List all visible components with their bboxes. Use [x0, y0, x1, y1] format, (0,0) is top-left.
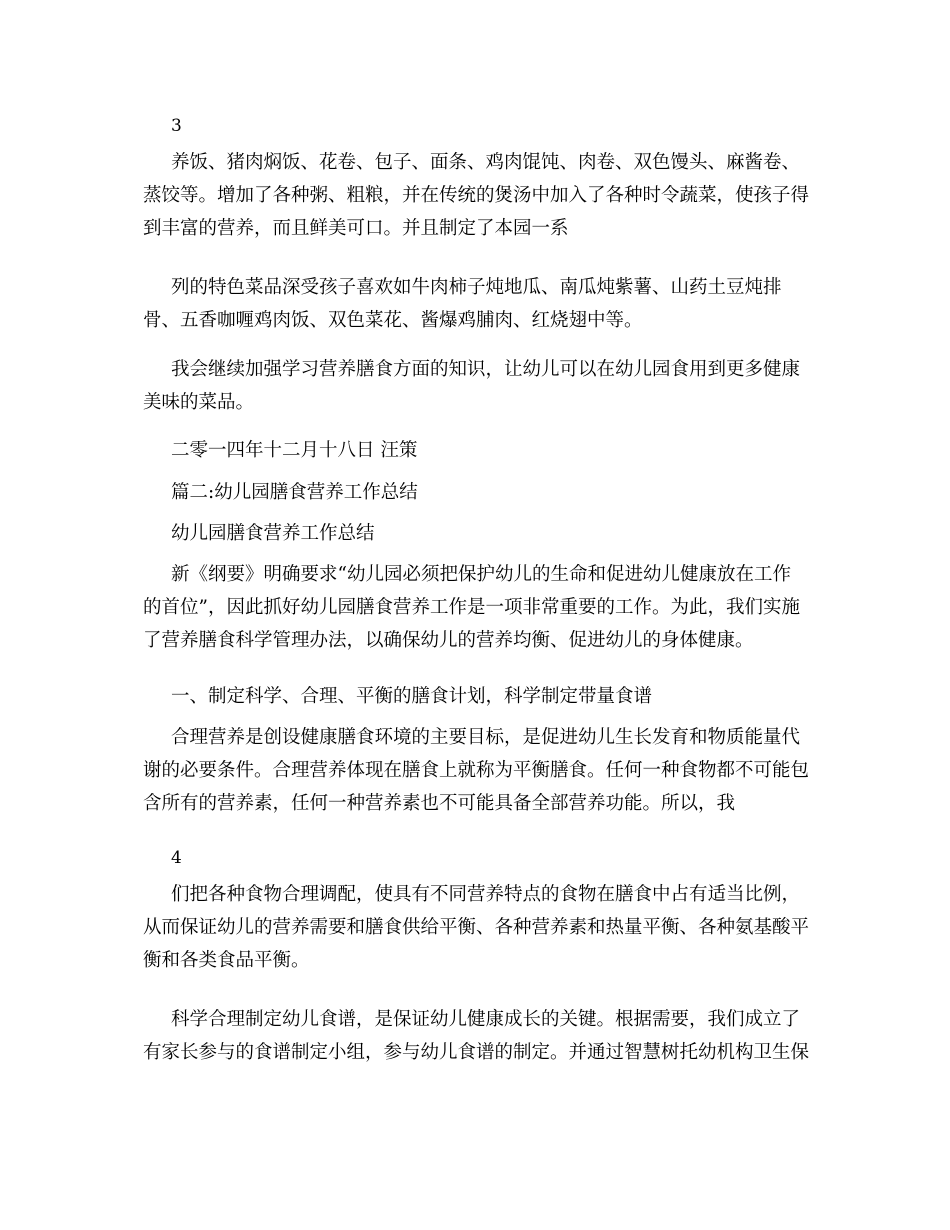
text-line: 篇二:幼儿园膳食营养工作总结: [171, 482, 418, 503]
signature-date: [143, 434, 819, 467]
text-line: 谢的必要条件。合理营养体现在膳食上就称为平衡膳食。任何一种食物都不可能包: [143, 760, 810, 781]
page-number: 3: [171, 116, 182, 136]
text-line: 有家长参与的食谱制定小组，参与幼儿食谱的制定。并通过智慧树托幼机构卫生保: [143, 1042, 810, 1063]
paragraph-guideline: [143, 558, 819, 657]
text-line: 的首位”，因此抓好幼儿园膳食营养工作是一项非常重要的工作。为此，我们实施: [143, 597, 800, 618]
paragraph-food-combination: [143, 878, 819, 977]
paragraph-menu-planning: [143, 1003, 819, 1069]
paragraph-specialty-dishes: [143, 271, 819, 337]
text-line: 养饭、猪肉焖饭、花卷、包子、面条、鸡肉馄饨、肉卷、双色馒头、麻酱卷、: [171, 152, 801, 173]
text-line: 蒸饺等。增加了各种粥、粗粮，并在传统的煲汤中加入了各种时令蔬菜，使孩子得: [143, 185, 810, 206]
text-line: 衡和各类食品平衡。: [143, 950, 310, 971]
subsection-heading: [143, 680, 819, 713]
paragraph-balanced-diet: [143, 721, 819, 820]
text-line: 了营养膳食科学管理办法，以确保幼儿的营养均衡、促进幼儿的身体健康。: [143, 630, 754, 651]
section-heading: [143, 476, 819, 509]
text-line: 含所有的营养素，任何一种营养素也不可能具备全部营养功能。所以，我: [143, 793, 736, 814]
text-line: 一、制定科学、合理、平衡的膳食计划，科学制定带量食谱: [171, 686, 653, 707]
text-line: 新《纲要》明确要求“幼儿园必须把保护幼儿的生命和促进幼儿健康放在工作: [171, 564, 791, 585]
text-line: 我会继续加强学习营养膳食方面的知识，让幼儿可以在幼儿园食用到更多健康: [171, 359, 801, 380]
page-number: 4: [171, 848, 182, 868]
text-line: 到丰富的营养，而且鲜美可口。并且制定了本园一系: [143, 218, 569, 239]
document-title: [143, 517, 819, 550]
text-line: 列的特色菜品深受孩子喜欢如牛肉柿子炖地瓜、南瓜炖紫薯、山药土豆炖排: [171, 277, 782, 298]
text-line: 幼儿园膳食营养工作总结: [171, 523, 375, 544]
paragraph-continue-learning: [143, 353, 819, 419]
text-line: 们把各种食物合理调配，使具有不同营养特点的食物在膳食中占有适当比例，: [171, 884, 801, 905]
text-line: 合理营养是创设健康膳食环境的主要目标，是促进幼儿生长发育和物质能量代: [171, 727, 801, 748]
text-line: 从而保证幼儿的营养需要和膳食供给平衡、各种营养素和热量平衡、各种氨基酸平: [143, 917, 810, 938]
text-line: 美味的菜品。: [143, 392, 255, 413]
text-line: 科学合理制定幼儿食谱，是保证幼儿健康成长的关键。根据需要，我们成立了: [171, 1009, 801, 1030]
paragraph-menu-items: [143, 146, 819, 245]
text-line: 骨、五香咖喱鸡肉饭、双色菜花、酱爆鸡脯肉、红烧翅中等。: [143, 310, 643, 331]
text-line: 二零一四年十二月十八日 汪策: [171, 440, 418, 461]
